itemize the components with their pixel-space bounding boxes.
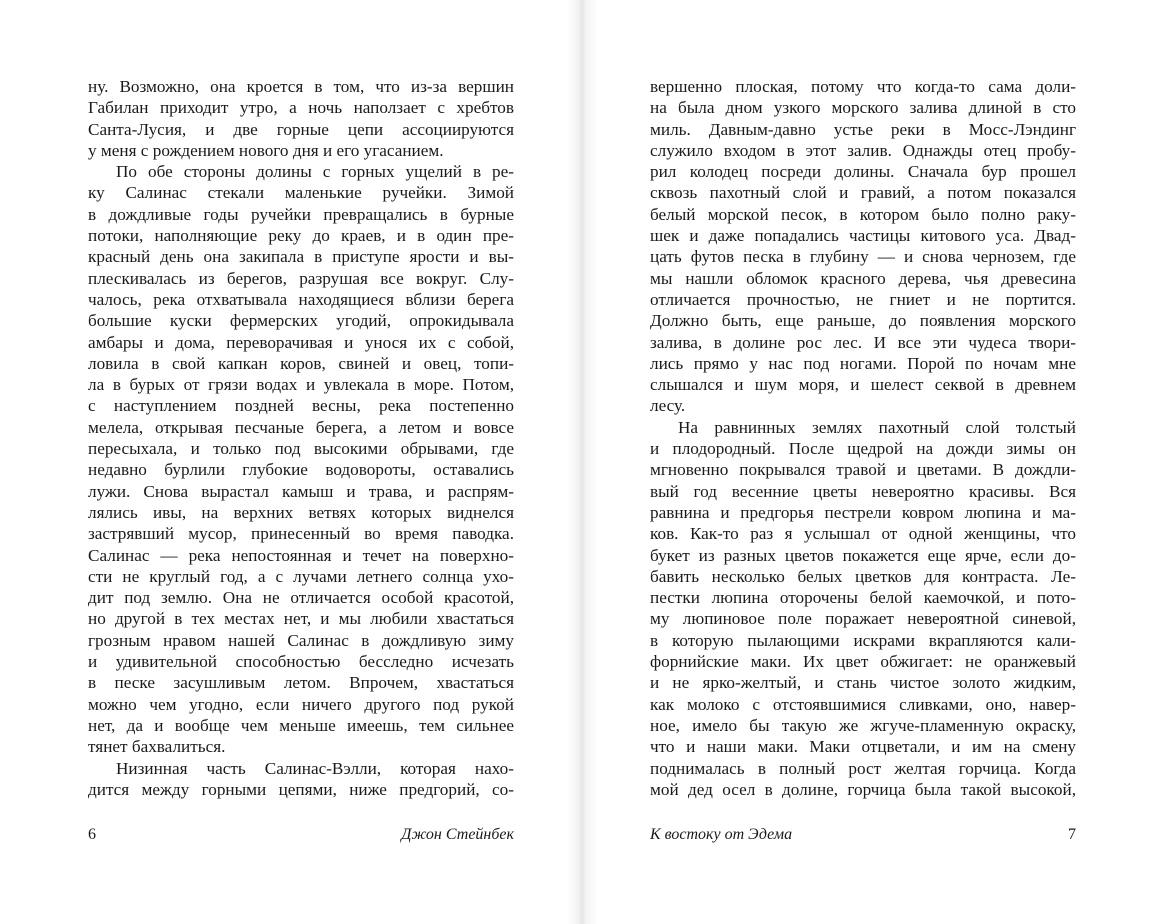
text-line: на была дном узкого морского залива длиной в сто [650,98,1076,118]
text-line: белый морской песок, в котором было полно раку- [650,204,1076,224]
text-line: как молоко с отстоявшимися сливками, оно, навер- [650,694,1076,714]
text-line: в песке засушливым летом. Впрочем, хвастаться [88,673,514,693]
text-line: равнина и предгорья пестрели ковром люпина и ма- [650,502,1076,522]
text-line: пересыхала, и только под высокими обрывами, где [88,439,514,459]
text-line: недавно бурлили глубокие водовороты, оставались [88,460,514,480]
text-line: бавить несколько белых цветков для контраста. Ле- [650,566,1076,586]
text-line: ловила в свой капкан коров, свиней и овец, топи- [88,353,514,373]
running-head-title: К востоку от Эдема [650,826,793,843]
text-line: у меня с рождением нового дня и его угасанием. [88,140,444,160]
text-line: и не ярко-желтый, и стань чистое золото жидким, [650,673,1076,693]
right-page [582,0,1164,924]
right-page-footer [650,826,1076,846]
text-line: и удивительной способностью бесследно исчезать [88,652,514,672]
running-head-author: Джон Стейнбек [401,826,514,843]
text-line: красный день она закипала в приступе ярости и вы- [88,247,514,267]
text-line: ку Салинас стекали маленькие ручейки. Зимой [88,183,514,203]
text-line: Габилан приходит утро, а ночь наползает с хребтов [88,98,514,118]
text-line: Санта-Лусия, и две горные цепи ассоциируются [88,119,514,139]
text-line: и плодородный. После щедрой на дожди зимы он [650,439,1076,459]
text-line: мгновенно покрывался травой и цветами. В дождли- [650,460,1076,480]
text-line: залива, в долине рос лес. И все эти чудеса твори- [650,332,1076,352]
right-page-text [650,76,1076,800]
text-line: тянет бахвалиться. [88,737,226,757]
text-line: можно чем угодно, если ничего другого под рукой [88,694,514,714]
text-line: шек и даже попадались частицы китового уса. Двад- [650,226,1076,246]
text-line: сти не круглый год, а с лучами летнего солнца ухо- [88,566,514,586]
text-line: грозным нравом нашей Салинас в дождливую зиму [88,630,514,650]
text-line: ну. Возможно, она кроется в том, что из-за вершин [88,77,514,96]
text-line: в которую пылающими искрами вкрапляются кали- [650,630,1076,650]
text-line: потоки, наполняющие реку до краев, и в один пре- [88,226,514,246]
text-line: плескивалась из берегов, разрушая все вокруг. Слу- [88,268,514,288]
text-line: форнийские маки. Их цвет обжигает: не оранжевый [650,652,1076,672]
text-line: что и наши маки. Маки отцветали, и им на смену [650,737,1076,757]
text-line: слышался и шум моря, и шелест секвой в древнем [650,375,1076,395]
text-line: лялись ивы, на верхних ветвях которых виднелся [88,502,514,522]
text-line: мы нашли обломок красного дерева, чья древесина [650,268,1076,288]
text-line: ла в бурых от грязи водах и увлекала в море. Потом, [88,375,514,395]
text-line: рил колодец посреди долины. Сначала бур прошел [650,162,1076,182]
text-line: застрявший мусор, принесенный во время паводка. [88,524,514,544]
text-line: сквозь пахотный слой и гравий, а потом показался [650,183,1076,203]
text-line: пестки люпина оторочены белой каемочкой, и пото- [650,588,1076,608]
text-line: амбары и дома, переворачивая и унося их с собой, [88,332,514,352]
left-page-text [88,76,514,800]
text-line: дит под землю. Она не отличается особой красотой, [88,588,514,608]
text-line: цать футов песка в глубину — и снова чернозем, где [650,247,1076,267]
text-line: но другой в тех местах нет, и мы любили хвастаться [88,609,514,629]
text-line: мелела, открывая песчаные берега, а летом и вовсе [88,417,514,437]
book-gutter-shadow [566,0,598,924]
page-number: 6 [88,826,96,843]
text-line: лись прямо у нас под ногами. Порой по ночам мне [650,353,1076,373]
text-line: Салинас — река непостоянная и течет на поверхно- [88,545,514,565]
text-line: Должно быть, еще раньше, до появления морского [650,311,1076,331]
text-line: Низинная часть Салинас-Вэлли, которая нахо- [116,758,514,778]
text-line: лужи. Снова вырастал камыш и трава, и распрям- [88,481,514,501]
text-line: вый год весенние цветы невероятно красивы. Вся [650,481,1076,501]
text-line: в дождливые годы ручейки превращались в бурные [88,204,514,224]
text-line: По обе стороны долины с горных ущелий в ре- [116,162,514,182]
text-line: ное, имело бы такую же жгуче-пламенную окраску, [650,715,1076,735]
text-line: чалось, река отхватывала находящиеся вблизи берега [88,289,514,309]
text-line: букет из разных цветов покажется еще ярче, если до- [650,545,1076,565]
left-page-footer [88,826,514,846]
text-line: отличается прочностью, не гниет и не портится. [650,289,1076,309]
text-line: вершенно плоская, потому что когда-то сама доли- [650,77,1076,96]
page-number: 7 [1068,826,1076,843]
text-line: поднималась в полный рост желтая горчица. Когда [650,758,1076,778]
text-line: миль. Давным-давно устье реки в Мосс-Лэндинг [650,119,1076,139]
text-line: нет, да и вообще чем меньше имеешь, тем сильнее [88,715,514,735]
text-line: дится между горными цепями, ниже предгорий, со- [88,779,514,799]
text-line: с наступлением поздней весны, река постепенно [88,396,514,416]
text-line: большие куски фермерских угодий, опрокидывала [88,311,514,331]
text-line: лесу. [650,396,686,416]
text-line: ков. Как-то раз я услышал от одной женщины, что [650,524,1076,544]
text-line: мой дед осел в долине, горчица была такой высокой, [650,779,1076,799]
text-line: му люпиновое поле поражает невероятной синевой, [650,609,1076,629]
text-line: служило входом в этот залив. Однажды отец пробу- [650,140,1076,160]
text-line: На равнинных землях пахотный слой толстый [678,417,1076,437]
